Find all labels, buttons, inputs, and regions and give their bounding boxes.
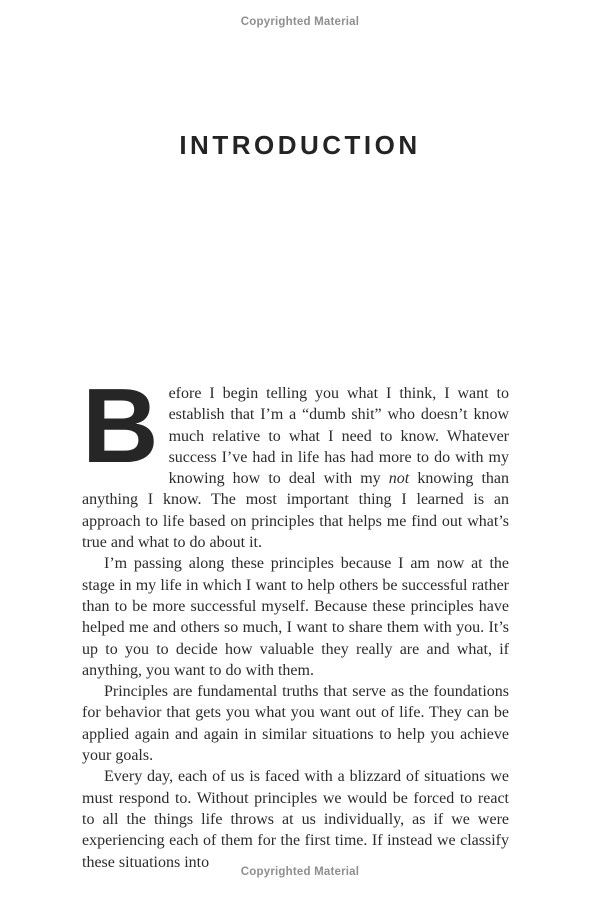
- paragraph: [82, 766, 509, 872]
- paragraph: [82, 553, 509, 681]
- text-run: I’m passing along these principles because I am now at the stage in my life in which I want to help others be successful rather than to be more successful myself. Because these principles have helped me and others so much, I want to share them with you. It’s up to you to decide how valuable they really are and what, if anything, you want to do with them.: [82, 555, 509, 679]
- copyright-notice-top: Copyrighted Material: [240, 16, 360, 28]
- drop-cap: B: [82, 367, 159, 485]
- paragraph: [82, 681, 509, 766]
- copyright-notice-bottom: Copyrighted Material: [240, 866, 360, 878]
- paragraph: [82, 367, 510, 553]
- text-run: efore I begin telling you what I think, I want to establish that I’m a “dumb shit” who doesn’t know much relative to what I need to know. Whatever success I’ve had in life has had more to do with my knowing how to deal with my: [168, 385, 509, 488]
- text-run: knowing than anything I know. The most important thing I learned is an approach to life based on principles that helps me find out what’s true and what to do about it.: [82, 470, 510, 552]
- chapter-title: INTRODUCTION: [179, 130, 421, 161]
- body-text: [82, 367, 510, 873]
- text-run: Principles are fundamental truths that serve as the foundations for behavior that gets you what you want out of life. They can be applied again and again in similar situations to help you achieve your goals.: [82, 683, 509, 765]
- text-run: Every day, each of us is faced with a blizzard of situations we must respond to. Without principles we would be forced to react to all the things life throws at us individually, as if we were experiencing each of them for the first time. If instead we classify these situations into: [82, 768, 509, 871]
- italic-text: not: [388, 470, 410, 488]
